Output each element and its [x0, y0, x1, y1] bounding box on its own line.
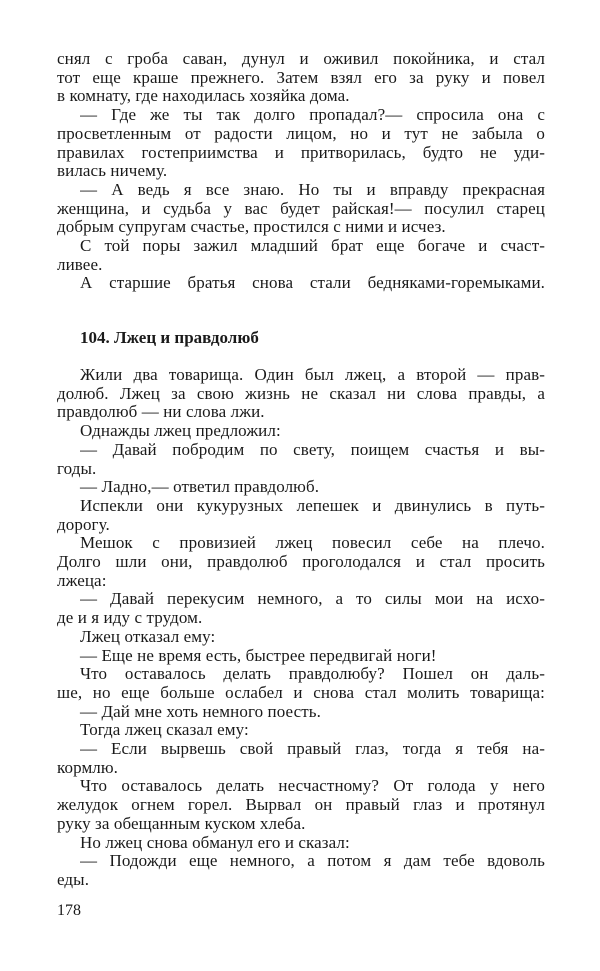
- text-line: А старшие братья снова стали бедняками-горемыками.: [80, 273, 545, 293]
- text-line: Тогда лжец сказал ему:: [80, 720, 249, 740]
- text-line: правилах гостеприимства и притворилась, будто не уди-: [57, 142, 545, 162]
- text-line: Жили два товарища. Один был лжец, а второй — прав-: [80, 365, 545, 384]
- text-line: — Давай перекусим немного, а то силы мои на исхо-: [80, 589, 545, 609]
- text-line: кормлю.: [57, 757, 119, 777]
- text-line: С той поры зажил младший брат еще богаче и счаст-: [80, 236, 545, 255]
- text-line: ливее.: [57, 254, 103, 274]
- text-line: — Если вырвешь свой правый глаз, тогда я тебя на-: [80, 739, 545, 758]
- text-line: дорогу.: [57, 514, 110, 534]
- text-line: годы.: [57, 458, 97, 478]
- text-line: де и я иду с трудом.: [57, 608, 203, 628]
- text-line: Долго шли они, правдолюб проголодался и стал просить: [57, 552, 545, 571]
- page-number: 178: [57, 902, 81, 919]
- text-line: долюб. Лжец за свою жизнь не сказал ни слова правды, а: [57, 383, 545, 403]
- text-line: Что оставалось делать несчастному? От голода у него: [80, 776, 545, 796]
- text-line: — Давай побродим по свету, поищем счастья и вы-: [80, 439, 545, 459]
- text-line: женщина, и судьба у вас будет райская!— посулил старец: [57, 198, 545, 218]
- text-line: правдолюб — ни слова лжи.: [57, 402, 265, 422]
- text-line: ше, но еще больше ослабел и снова стал молить товарища:: [57, 682, 545, 702]
- text-line: вилась ничему.: [57, 161, 168, 181]
- text-line: тот еще краше прежнего. Затем взял его за руку и повел: [57, 67, 545, 87]
- text-line: в комнату, где находилась хозяйка дома.: [57, 86, 350, 106]
- text-line: еды.: [57, 869, 90, 889]
- text-line: — Где же ты так долго пропадал?— спросила она с: [80, 105, 545, 125]
- text-line: Что оставалось делать правдолюбу? Пошел он даль-: [80, 664, 545, 684]
- text-line: снял с гроба саван, дунул и оживил покойника, и стал: [57, 49, 545, 68]
- section-heading: 104. Лжец и правдолюб: [80, 328, 259, 347]
- text-line: просветленным от радости лицом, но и тут не забыла о: [57, 123, 545, 143]
- text-line: — Подожди еще немного, а потом я дам тебе вдоволь: [80, 851, 545, 871]
- text-line: руку за обещанным куском хлеба.: [57, 813, 306, 833]
- text-line: Но лжец снова обманул его и сказал:: [80, 832, 350, 852]
- text-line: — Ладно,— ответил правдолюб.: [80, 477, 320, 497]
- text-line: добрым супругам счастье, простился с ними и исчез.: [57, 217, 446, 237]
- text-line: — Дай мне хоть немного поесть.: [80, 701, 321, 721]
- text-line: Однажды лжец предложил:: [80, 421, 281, 441]
- text-line: — Еще не время есть, быстрее передвигай ноги!: [80, 645, 437, 665]
- text-line: Испекли они кукурузных лепешек и двинулись в путь-: [80, 495, 545, 515]
- text-line: Лжец отказал ему:: [80, 626, 216, 646]
- text-line: желудок огнем горел. Вырвал он правый глаз и протянул: [57, 795, 545, 815]
- text-line: Мешок с провизией лжец повесил себе на плечо.: [80, 533, 545, 553]
- text-line: лжеца:: [57, 570, 107, 590]
- text-line: — А ведь я все знаю. Но ты и вправду прекрасная: [80, 179, 545, 199]
